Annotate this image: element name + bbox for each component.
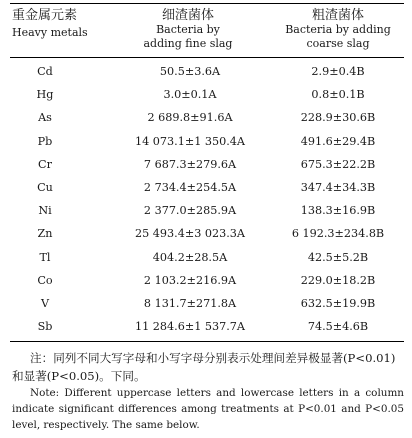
cell-fine-slag: 3.0±0.1A [163, 88, 217, 102]
header-metal-en: Heavy metals [12, 26, 88, 39]
cell-metal: Cr [38, 157, 52, 171]
table-row [0, 108, 412, 131]
cell-coarse-slag: 2.9±0.4B [311, 65, 365, 78]
header-fine-slag [118, 8, 258, 51]
header-fine-en-line2: adding fine slag [143, 37, 233, 50]
cell-coarse-slag: 491.6±29.4B [300, 134, 376, 148]
cell-fine-slag: 404.2±28.5A [152, 250, 228, 264]
table-row [0, 178, 412, 201]
header-coarse-en-line2: coarse slag [306, 37, 370, 50]
table-row [0, 132, 412, 155]
cell-fine-slag: 2 734.4±254.5A [143, 180, 237, 194]
cell-metal: Hg [36, 88, 54, 102]
table-row [0, 248, 412, 271]
table-row [0, 294, 412, 317]
table-top-rule [10, 3, 404, 4]
table-row [0, 155, 412, 178]
cell-fine-slag: 8 131.7±271.8A [143, 296, 237, 310]
cell-coarse-slag: 632.5±19.9B [300, 296, 376, 310]
cell-metal: V [40, 296, 50, 310]
cell-coarse-slag: 228.9±30.6B [300, 111, 376, 125]
cell-metal: Cd [37, 65, 53, 78]
cell-metal: Sb [37, 320, 53, 334]
cell-metal: Co [37, 273, 53, 287]
cell-fine-slag: 2 377.0±285.9A [143, 204, 237, 218]
table-note-en: Note: Different uppercase letters and lowercase letters in a column indicate significant differences among treatments at P<0.01 and P<0.05 level, respectively. The same below. [12, 387, 404, 431]
cell-coarse-slag: 347.4±34.3B [300, 180, 376, 194]
cell-fine-slag: 50.5±3.6A [159, 65, 221, 78]
table-row [0, 201, 412, 224]
cell-metal: Cu [37, 180, 53, 194]
cell-coarse-slag: 675.3±22.2B [300, 157, 376, 171]
cell-metal: Pb [37, 134, 53, 148]
cell-metal: Zn [37, 227, 53, 241]
header-fine-en-line1: Bacteria by [156, 23, 220, 36]
table-bottom-rule [10, 341, 404, 342]
header-heavy-metals [12, 8, 112, 40]
header-coarse-en-line1: Bacteria by adding [285, 23, 391, 36]
cell-metal: Ni [38, 204, 52, 218]
cell-metal: Tl [39, 250, 51, 264]
cell-fine-slag: 14 073.1±1 350.4A [135, 134, 245, 148]
cell-coarse-slag: 42.5±5.2B [307, 250, 369, 264]
table-row [0, 224, 412, 247]
table-row [0, 85, 412, 108]
cell-fine-slag: 7 687.3±279.6A [143, 157, 237, 171]
table-header-rule [10, 57, 404, 58]
cell-fine-slag: 11 284.6±1 537.7A [135, 320, 245, 334]
header-coarse-slag [268, 8, 408, 51]
table-row [0, 62, 412, 85]
cell-coarse-slag: 138.3±16.9B [300, 204, 376, 218]
cell-fine-slag: 2 689.8±91.6A [147, 111, 233, 125]
header-fine-zh: 细渣菌体 [161, 8, 214, 23]
cell-coarse-slag: 74.5±4.6B [307, 320, 369, 334]
table-row [0, 317, 412, 340]
table-row [0, 271, 412, 294]
cell-coarse-slag: 229.0±18.2B [300, 273, 376, 287]
table-note-zh: 注：同列不同大写字母和小写字母分别表示处理间差异极显著(P<0.01)和显著(P<0.05)。下同。 [12, 351, 396, 383]
header-coarse-zh: 粗渣菌体 [311, 8, 364, 23]
cell-fine-slag: 2 103.2±216.9A [143, 273, 237, 287]
table-body [0, 62, 412, 340]
cell-metal: As [38, 111, 52, 125]
cell-coarse-slag: 0.8±0.1B [311, 88, 365, 102]
header-metal-zh: 重金属元素 [12, 8, 78, 23]
cell-fine-slag: 25 493.4±3 023.3A [135, 227, 245, 241]
cell-coarse-slag: 6 192.3±234.8B [291, 227, 385, 241]
